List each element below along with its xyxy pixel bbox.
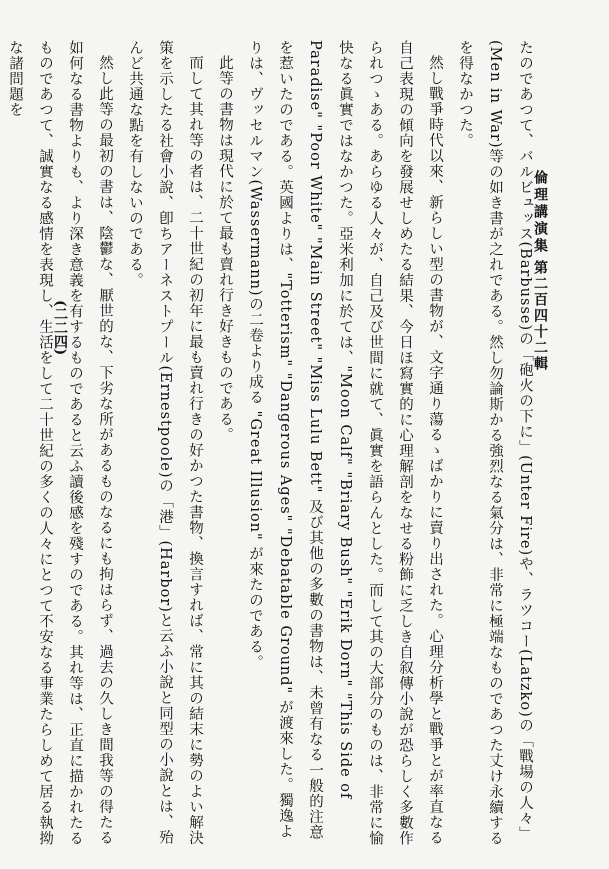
- paragraph: 然し此等の最初の書は、陰鬱な、厭世的な、下劣な所があるものなるにも拘はらず、過去の久しき間我等の得たる如何なる書物よりも、より深き意義を有するものであると云ふ讀後感を殘すのである。其れ等は、正直に描かれたるものであつて、誠實なる感情を表現し、生活をして二十世紀の多くの人々にとつて不安なる事業たらしめて居る執拗な諸問題を: [7, 40, 113, 846]
- body-text: [7, 40, 540, 850]
- paragraph: 然し戰爭時代以來、新らしい型の書物が、文字通り蕩るゝばかりに賣り出された。心理分析學と戰爭とが率直なる自己表現の傾向を發展せしめたる結果、今日ほ寫實的に心理解剖をなせる粉飾に乏しき自叙傳小說が恐らしく多數作られつゝある。あらゆる人々が、自己及び世間に就て、眞實を語らんとした。而して其の大部分のものは、非常に愉快なる眞實ではなかつた。亞米利加に於ては、"Moon Calf" "Briary Bush" "Erik Dorn" "This Side of Paradise" "Poor White" "Main Street" "Miss Lulu Bett" 及び其他の多數の書物は、未曾有なる一般的注意を惹いたのである。英國よりは、"Totterism" "Dangerous Ages" "Debatable Ground" が渡來した。獨逸よりは、ヴッセルマン(Wassermann)の二卷より成る "Great Illusion" が來たのである。: [247, 40, 443, 846]
- page-number: (二二四): [52, 300, 68, 356]
- running-header-volume: 第二百四十二輯: [532, 260, 548, 372]
- running-header-title: 倫理講演集: [532, 170, 548, 255]
- paragraph: たのであつて、バルビュッス(Barbusse)の「砲火の下に」(Unter Fire)や、ラツコー(Latzko)の「戰場の人々」(Men in War)等の如き書が之れである。然し勿論斯かる強烈なる氣分は、非常に極端なものであつた丈け永續するを得なかつた。: [457, 40, 533, 846]
- paragraph: 而して其れ等の者は、二十世紀の初年に最も賣れ行きの好かつた書物、換言すれば、常に其の結末に勢のよい解決策を示したる社會小說、卽ちアーネストプール(Ernestpoole)の「港」(Harbor)と云ふ小說と同型の小說とは、殆んど共通な點を有しないのである。: [127, 40, 203, 846]
- paragraph: 此等の書物は現代に於て最も賣れ行き好きものである。: [217, 54, 233, 442]
